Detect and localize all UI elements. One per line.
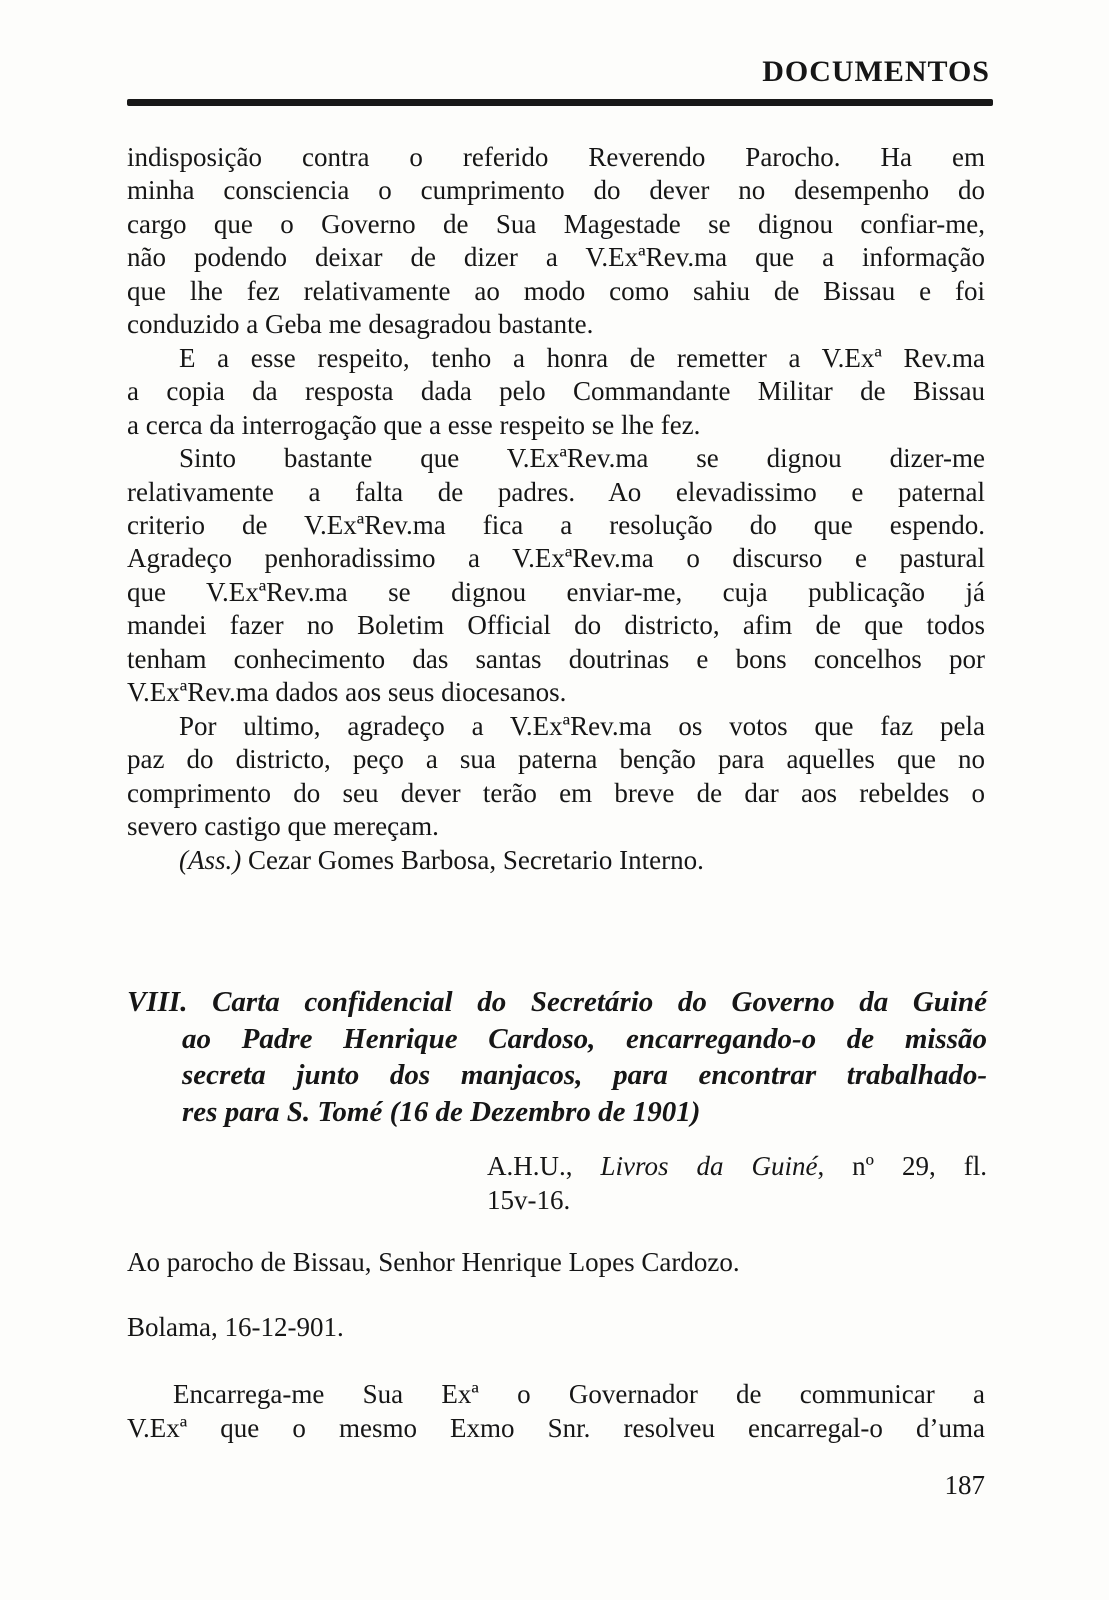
text-line: conduzido a Geba me desagradou bastante.	[127, 309, 594, 340]
text-line: relativamente a falta de padres. Ao elevadissimo e paternal	[127, 476, 985, 507]
running-header: DOCUMENTOS	[762, 55, 990, 88]
text-line: V.Exª que o mesmo Exmo Snr. resolveu encarregal-o d’uma	[127, 1413, 985, 1443]
text-line: criterio de V.ExªRev.ma fica a resolução do que espendo.	[127, 509, 985, 540]
letter-body	[127, 141, 985, 877]
citation-line: 15v-16.	[487, 1185, 571, 1215]
signature-line	[127, 844, 985, 877]
text-line: Por ultimo, agradeço a V.ExªRev.ma os votos que faz pela	[179, 710, 985, 741]
heading-line: res para S. Tomé (16 de Dezembro de 1901)	[182, 1095, 701, 1128]
heading-line: VIII. Carta confidencial do Secretário do Governo da Guiné	[127, 986, 987, 1018]
text-line: cargo que o Governo de Sua Magestade se dignou confiar-me,	[127, 208, 985, 239]
archive-citation	[487, 1149, 987, 1217]
text-line: indisposição contra o referido Reverendo Parocho. Ha em	[127, 142, 985, 172]
text-line: V.ExªRev.ma dados aos seus diocesanos.	[127, 677, 567, 708]
text-line: Agradeço penhoradissimo a V.ExªRev.ma o discurso e pastural	[127, 543, 985, 574]
citation-line	[487, 1149, 987, 1183]
citation-source-title: Livros da Guiné	[600, 1151, 818, 1181]
text-line: que lhe fez relativamente ao modo como sahiu de Bissau e foi	[127, 275, 985, 306]
salutation-line: Ao parocho de Bissau, Senhor Henrique Lopes Cardozo.	[127, 1247, 740, 1277]
citation-reference: , nº 29, fl.	[817, 1151, 988, 1181]
text-line: paz do districto, peço a sua paterna benção para aquelles que no	[127, 744, 985, 775]
text-line: a cerca da interrogação que a esse respeito se lhe fez.	[127, 409, 701, 440]
text-line: não podendo deixar de dizer a V.ExªRev.ma que a informação	[127, 242, 985, 273]
closing-paragraph	[127, 1377, 985, 1445]
header-rule	[127, 99, 993, 106]
section-heading	[127, 984, 987, 1130]
text-line: comprimento do seu dever terão em breve de dar aos rebeldes o	[127, 777, 985, 808]
text-line: severo castigo que mereçam.	[127, 811, 439, 842]
text-line: Sinto bastante que V.ExªRev.ma se dignou dizer-me	[179, 443, 985, 474]
signature-name: Cezar Gomes Barbosa, Secretario Interno.	[241, 844, 704, 875]
text-line: Encarrega-me Sua Exª o Governador de communicar a	[173, 1379, 985, 1409]
dateline: Bolama, 16-12-901.	[127, 1312, 344, 1342]
text-line: mandei fazer no Boletim Official do districto, afim de que todos	[127, 610, 985, 641]
text-line: tenham conhecimento das santas doutrinas e bons concelhos por	[127, 643, 985, 674]
text-line: a copia da resposta dada pelo Commandante Militar de Bissau	[127, 376, 985, 407]
text-line: minha consciencia o cumprimento do dever no desempenho do	[127, 175, 985, 206]
signature-abbreviation: (Ass.)	[179, 844, 242, 875]
heading-line: ao Padre Henrique Cardoso, encarregando-o de missão	[182, 1022, 987, 1055]
heading-line: secreta junto dos manjacos, para encontrar trabalhado-	[182, 1059, 987, 1092]
page-number: 187	[944, 1470, 985, 1500]
text-line: E a esse respeito, tenho a honra de remetter a V.Exª Rev.ma	[179, 342, 985, 373]
text-line: que V.ExªRev.ma se dignou enviar-me, cuja publicação já	[127, 576, 985, 607]
citation-archive: A.H.U.,	[487, 1151, 601, 1181]
